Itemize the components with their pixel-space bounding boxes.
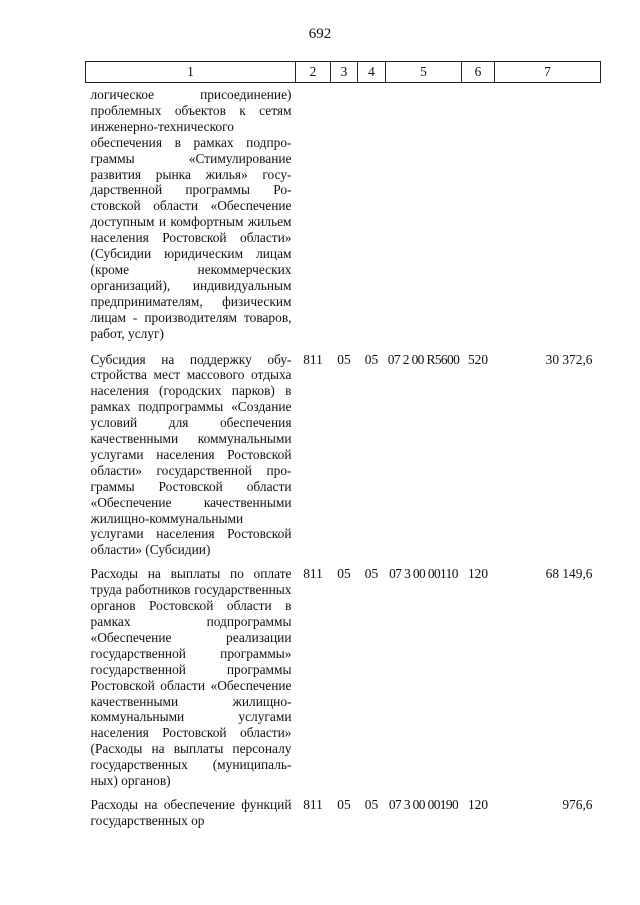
row-section-code: 05: [337, 351, 351, 367]
row-target-code: 07 3 00 00110: [389, 566, 458, 582]
row-expense-type: 520: [467, 351, 489, 367]
table-row: [86, 352, 601, 567]
row-section-code: 05: [337, 566, 351, 582]
header-cell-7: 7: [495, 62, 601, 83]
row-description: Расходы на обеспечение функций государственных ор: [90, 796, 292, 828]
row-target-code: [386, 83, 462, 352]
row-ministry-code: 811: [303, 351, 323, 367]
row-subsection-code: 05: [364, 351, 379, 367]
row-amount: 68 149,6: [545, 566, 593, 582]
budget-table: [85, 61, 601, 829]
row-ministry-code: 811: [303, 796, 323, 812]
row-subsection-code: 05: [364, 796, 379, 812]
page-number: 692: [308, 26, 332, 42]
header-row: [86, 62, 601, 83]
row-expense-type: [462, 83, 495, 352]
row-section-code: [331, 83, 358, 352]
row-description: логическое присоединение) проблемных объектов к сетям инженерно-технического обеспечения в рамках подпрограммы «Стимулирование развития рынка жилья» государственной программы Ростовской области «Обеспечение доступным и комфортным жильем населения Ростовской области» (Субсидии юридическим лицам (кроме некоммерческих организаций), индивидуальным предпринимателям, физическим лицам - производителям товаров, работ, услуг): [90, 87, 292, 341]
row-amount: [495, 83, 601, 352]
row-ministry-code: 811: [303, 566, 323, 582]
row-ministry-code: [296, 83, 331, 352]
row-target-code: 07 2 00 R5600: [387, 351, 460, 367]
header-cell-3: 3: [331, 62, 358, 83]
row-amount: 976,6: [562, 796, 593, 812]
row-subsection-code: 05: [364, 566, 379, 582]
row-target-code: 07 3 00 00190: [388, 796, 459, 812]
row-amount: 30 372,6: [545, 351, 593, 367]
table-row: [86, 566, 601, 797]
header-cell-6: 6: [462, 62, 495, 83]
row-subsection-code: [358, 83, 386, 352]
table-row: [86, 797, 601, 829]
row-description: Расходы на выплаты по оплате труда работников государственных органов Ростовской области в рамках подпрограммы «Обеспечение реализации государственной программы» государственной программы Ростовской области «Обеспечение качественными жилищно-коммунальными услугами населения Ростовской области» (Расходы на выплаты персоналу государственных (муниципальных) органов): [90, 566, 292, 789]
row-section-code: 05: [337, 796, 351, 812]
header-cell-2: 2: [296, 62, 331, 83]
header-cell-1: 1: [86, 62, 296, 83]
row-expense-type: 120: [467, 796, 489, 812]
header-cell-5: 5: [386, 62, 462, 83]
table-row: [86, 83, 601, 352]
row-expense-type: 120: [467, 566, 489, 582]
header-cell-4: 4: [358, 62, 386, 83]
row-description: Субсидия на поддержку обустройства мест массового отдыха населения (городских парков) в рамках подпрограммы «Создание условий для обеспечения качественными коммунальными услугами населения Ростовской области» государственной программы Ростовской области «Обеспечение качественными жилищно-коммунальными услугами населения Ростовской области» (Субсидии): [90, 351, 292, 558]
